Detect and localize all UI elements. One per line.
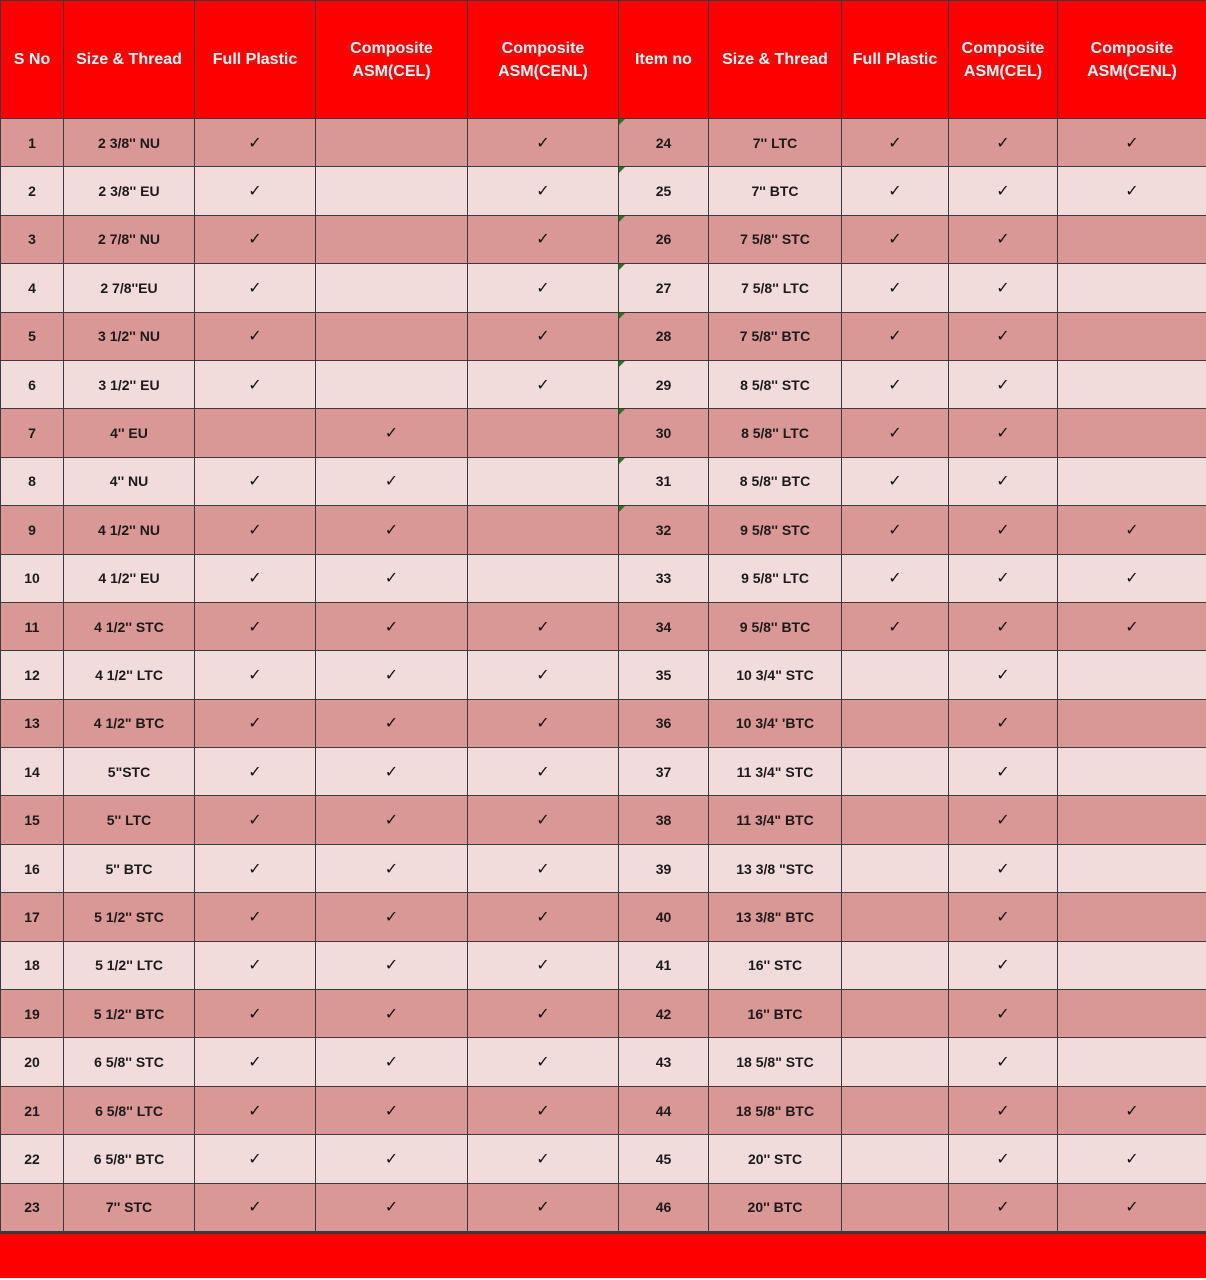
table-row — [1, 554, 1206, 602]
check-icon: ✓ — [1058, 167, 1206, 215]
item-number: 29 — [619, 360, 709, 408]
check-icon: ✓ — [195, 990, 316, 1038]
size-thread-cell: 3 1/2'' EU — [64, 360, 195, 408]
check-icon: ✓ — [195, 941, 316, 989]
size-thread-cell-2: 16'' STC — [709, 941, 842, 989]
table-row — [1, 506, 1206, 554]
check-icon: ✓ — [468, 748, 619, 796]
footer-bar — [0, 1232, 1206, 1278]
table-row — [1, 1135, 1206, 1183]
item-number: 33 — [619, 554, 709, 602]
item-number: 27 — [619, 264, 709, 312]
row-number: 3 — [1, 215, 64, 263]
check-icon: ✓ — [468, 312, 619, 360]
check-icon: ✓ — [1058, 1086, 1206, 1134]
check-icon: ✓ — [949, 119, 1058, 167]
size-thread-cell-2: 11 3/4" STC — [709, 748, 842, 796]
check-icon: ✓ — [195, 215, 316, 263]
check-icon: ✓ — [842, 264, 949, 312]
size-thread-cell-2: 11 3/4" BTC — [709, 796, 842, 844]
size-thread-cell: 5 1/2'' LTC — [64, 941, 195, 989]
composite-cenl-cell-2 — [1058, 264, 1206, 312]
size-thread-cell-2: 7'' BTC — [709, 167, 842, 215]
header-item-no: Item no — [619, 1, 709, 119]
composite-cel-cell — [316, 312, 468, 360]
size-thread-cell-2: 9 5/8'' BTC — [709, 602, 842, 650]
check-icon: ✓ — [195, 457, 316, 505]
row-number: 12 — [1, 651, 64, 699]
check-icon: ✓ — [949, 602, 1058, 650]
item-number: 43 — [619, 1038, 709, 1086]
check-icon: ✓ — [468, 1183, 619, 1231]
check-icon: ✓ — [195, 167, 316, 215]
size-thread-cell-2: 8 5/8'' BTC — [709, 457, 842, 505]
table-body — [1, 119, 1206, 1232]
item-number: 41 — [619, 941, 709, 989]
composite-cenl-cell-2 — [1058, 1038, 1206, 1086]
size-thread-cell: 5'' LTC — [64, 796, 195, 844]
header-composite-cenl-2: Composite ASM(CENL) — [1058, 1, 1206, 119]
check-icon: ✓ — [949, 554, 1058, 602]
size-thread-cell-2: 8 5/8'' LTC — [709, 409, 842, 457]
composite-cenl-cell-2 — [1058, 360, 1206, 408]
check-icon: ✓ — [468, 1038, 619, 1086]
size-thread-cell: 2 3/8'' EU — [64, 167, 195, 215]
check-icon: ✓ — [468, 264, 619, 312]
size-thread-cell-2: 10 3/4' 'BTC — [709, 699, 842, 747]
check-icon: ✓ — [1058, 1183, 1206, 1231]
row-number: 15 — [1, 796, 64, 844]
check-icon: ✓ — [949, 1038, 1058, 1086]
check-icon: ✓ — [195, 360, 316, 408]
check-icon: ✓ — [842, 602, 949, 650]
check-icon: ✓ — [316, 554, 468, 602]
size-thread-cell: 6 5/8'' STC — [64, 1038, 195, 1086]
full-plastic-cell-2 — [842, 1135, 949, 1183]
composite-cel-cell — [316, 264, 468, 312]
check-icon: ✓ — [195, 602, 316, 650]
row-number: 8 — [1, 457, 64, 505]
composite-cel-cell — [316, 119, 468, 167]
item-number: 30 — [619, 409, 709, 457]
row-number: 20 — [1, 1038, 64, 1086]
table-row — [1, 844, 1206, 892]
size-thread-cell-2: 7'' LTC — [709, 119, 842, 167]
check-icon: ✓ — [195, 312, 316, 360]
item-number: 28 — [619, 312, 709, 360]
check-icon: ✓ — [949, 651, 1058, 699]
size-thread-cell: 6 5/8'' LTC — [64, 1086, 195, 1134]
check-icon: ✓ — [316, 1135, 468, 1183]
check-icon: ✓ — [195, 1183, 316, 1231]
header-size-thread: Size & Thread — [64, 1, 195, 119]
check-icon: ✓ — [468, 699, 619, 747]
check-icon: ✓ — [316, 602, 468, 650]
full-plastic-cell-2 — [842, 1086, 949, 1134]
header-size-thread-2: Size & Thread — [709, 1, 842, 119]
item-number: 37 — [619, 748, 709, 796]
row-number: 6 — [1, 360, 64, 408]
check-icon: ✓ — [195, 1038, 316, 1086]
table-row — [1, 360, 1206, 408]
check-icon: ✓ — [842, 312, 949, 360]
check-icon: ✓ — [949, 264, 1058, 312]
check-icon: ✓ — [842, 409, 949, 457]
check-icon: ✓ — [316, 893, 468, 941]
item-number: 45 — [619, 1135, 709, 1183]
size-thread-cell: 5'' BTC — [64, 844, 195, 892]
check-icon: ✓ — [316, 990, 468, 1038]
size-thread-cell-2: 10 3/4" STC — [709, 651, 842, 699]
table-row — [1, 167, 1206, 215]
header-full-plastic: Full Plastic — [195, 1, 316, 119]
size-thread-cell-2: 16'' BTC — [709, 990, 842, 1038]
check-icon: ✓ — [842, 506, 949, 554]
check-icon: ✓ — [949, 360, 1058, 408]
table-row — [1, 651, 1206, 699]
composite-cenl-cell — [468, 554, 619, 602]
check-icon: ✓ — [316, 748, 468, 796]
composite-cenl-cell — [468, 506, 619, 554]
row-number: 10 — [1, 554, 64, 602]
check-icon: ✓ — [468, 796, 619, 844]
table-row — [1, 457, 1206, 505]
check-icon: ✓ — [468, 651, 619, 699]
size-thread-cell: 4 1/2'' NU — [64, 506, 195, 554]
check-icon: ✓ — [195, 264, 316, 312]
composite-cel-cell — [316, 360, 468, 408]
composite-cenl-cell-2 — [1058, 796, 1206, 844]
check-icon: ✓ — [195, 1135, 316, 1183]
table-row — [1, 893, 1206, 941]
size-thread-cell-2: 9 5/8'' LTC — [709, 554, 842, 602]
item-number: 42 — [619, 990, 709, 1038]
full-plastic-cell — [195, 409, 316, 457]
table-row — [1, 1038, 1206, 1086]
full-plastic-cell-2 — [842, 748, 949, 796]
size-thread-cell: 7'' STC — [64, 1183, 195, 1231]
size-thread-cell-2: 13 3/8" BTC — [709, 893, 842, 941]
check-icon: ✓ — [468, 893, 619, 941]
composite-cenl-cell-2 — [1058, 651, 1206, 699]
table-row — [1, 699, 1206, 747]
check-icon: ✓ — [195, 554, 316, 602]
size-thread-cell-2: 20'' BTC — [709, 1183, 842, 1231]
row-number: 22 — [1, 1135, 64, 1183]
table-row — [1, 748, 1206, 796]
composite-cel-cell — [316, 215, 468, 263]
size-thread-cell-2: 20'' STC — [709, 1135, 842, 1183]
size-thread-cell: 6 5/8'' BTC — [64, 1135, 195, 1183]
table-row — [1, 215, 1206, 263]
header-row — [1, 1, 1206, 119]
check-icon: ✓ — [468, 1135, 619, 1183]
size-thread-cell: 5 1/2'' BTC — [64, 990, 195, 1038]
size-thread-cell: 4 1/2'' STC — [64, 602, 195, 650]
size-thread-cell: 4'' NU — [64, 457, 195, 505]
size-thread-cell: 5 1/2'' STC — [64, 893, 195, 941]
composite-cenl-cell-2 — [1058, 409, 1206, 457]
size-thread-cell: 5"STC — [64, 748, 195, 796]
check-icon: ✓ — [949, 748, 1058, 796]
check-icon: ✓ — [316, 796, 468, 844]
check-icon: ✓ — [949, 312, 1058, 360]
item-number: 40 — [619, 893, 709, 941]
item-number: 32 — [619, 506, 709, 554]
check-icon: ✓ — [949, 1183, 1058, 1231]
table-row — [1, 409, 1206, 457]
check-icon: ✓ — [468, 990, 619, 1038]
full-plastic-cell-2 — [842, 651, 949, 699]
check-icon: ✓ — [195, 506, 316, 554]
item-number: 26 — [619, 215, 709, 263]
size-thread-cell-2: 7 5/8'' LTC — [709, 264, 842, 312]
header-full-plastic-2: Full Plastic — [842, 1, 949, 119]
check-icon: ✓ — [316, 1038, 468, 1086]
check-icon: ✓ — [316, 1183, 468, 1231]
row-number: 11 — [1, 602, 64, 650]
full-plastic-cell-2 — [842, 1183, 949, 1231]
row-number: 1 — [1, 119, 64, 167]
table-row — [1, 941, 1206, 989]
size-thread-cell-2: 8 5/8'' STC — [709, 360, 842, 408]
check-icon: ✓ — [468, 1086, 619, 1134]
check-icon: ✓ — [316, 506, 468, 554]
check-icon: ✓ — [468, 119, 619, 167]
composite-cel-cell — [316, 167, 468, 215]
row-number: 23 — [1, 1183, 64, 1231]
row-number: 13 — [1, 699, 64, 747]
check-icon: ✓ — [949, 893, 1058, 941]
size-thread-cell-2: 9 5/8'' STC — [709, 506, 842, 554]
check-icon: ✓ — [468, 844, 619, 892]
size-thread-cell: 4 1/2" BTC — [64, 699, 195, 747]
item-number: 25 — [619, 167, 709, 215]
check-icon: ✓ — [842, 554, 949, 602]
check-icon: ✓ — [316, 457, 468, 505]
table-row — [1, 1086, 1206, 1134]
composite-cenl-cell-2 — [1058, 699, 1206, 747]
check-icon: ✓ — [468, 602, 619, 650]
table-row — [1, 312, 1206, 360]
item-number: 39 — [619, 844, 709, 892]
check-icon: ✓ — [842, 119, 949, 167]
check-icon: ✓ — [195, 699, 316, 747]
check-icon: ✓ — [949, 1086, 1058, 1134]
check-icon: ✓ — [949, 215, 1058, 263]
check-icon: ✓ — [1058, 1135, 1206, 1183]
full-plastic-cell-2 — [842, 796, 949, 844]
composite-cenl-cell — [468, 457, 619, 505]
check-icon: ✓ — [949, 699, 1058, 747]
item-number: 38 — [619, 796, 709, 844]
check-icon: ✓ — [842, 215, 949, 263]
check-icon: ✓ — [468, 360, 619, 408]
check-icon: ✓ — [468, 167, 619, 215]
item-number: 31 — [619, 457, 709, 505]
item-number: 35 — [619, 651, 709, 699]
check-icon: ✓ — [316, 651, 468, 699]
table-row — [1, 796, 1206, 844]
check-icon: ✓ — [949, 941, 1058, 989]
item-number: 44 — [619, 1086, 709, 1134]
row-number: 9 — [1, 506, 64, 554]
row-number: 4 — [1, 264, 64, 312]
full-plastic-cell-2 — [842, 844, 949, 892]
table-row — [1, 602, 1206, 650]
check-icon: ✓ — [195, 1086, 316, 1134]
check-icon: ✓ — [949, 167, 1058, 215]
check-icon: ✓ — [195, 748, 316, 796]
check-icon: ✓ — [949, 1135, 1058, 1183]
size-thread-cell: 4 1/2'' EU — [64, 554, 195, 602]
full-plastic-cell-2 — [842, 1038, 949, 1086]
full-plastic-cell-2 — [842, 893, 949, 941]
size-thread-cell-2: 7 5/8'' STC — [709, 215, 842, 263]
check-icon: ✓ — [949, 990, 1058, 1038]
check-icon: ✓ — [1058, 602, 1206, 650]
check-icon: ✓ — [842, 167, 949, 215]
table-row — [1, 264, 1206, 312]
check-icon: ✓ — [195, 796, 316, 844]
row-number: 16 — [1, 844, 64, 892]
check-icon: ✓ — [468, 941, 619, 989]
composite-cenl-cell-2 — [1058, 748, 1206, 796]
check-icon: ✓ — [316, 844, 468, 892]
check-icon: ✓ — [949, 796, 1058, 844]
check-icon: ✓ — [195, 893, 316, 941]
row-number: 21 — [1, 1086, 64, 1134]
header-composite-cenl: Composite ASM(CENL) — [468, 1, 619, 119]
check-icon: ✓ — [1058, 554, 1206, 602]
header-composite-cel-2: Composite ASM(CEL) — [949, 1, 1058, 119]
item-number: 36 — [619, 699, 709, 747]
row-number: 17 — [1, 893, 64, 941]
size-thread-cell-2: 18 5/8" STC — [709, 1038, 842, 1086]
full-plastic-cell-2 — [842, 941, 949, 989]
check-icon: ✓ — [316, 699, 468, 747]
composite-cenl-cell-2 — [1058, 312, 1206, 360]
item-number: 46 — [619, 1183, 709, 1231]
item-number: 34 — [619, 602, 709, 650]
composite-cenl-cell-2 — [1058, 941, 1206, 989]
check-icon: ✓ — [316, 1086, 468, 1134]
composite-cenl-cell-2 — [1058, 215, 1206, 263]
check-icon: ✓ — [195, 844, 316, 892]
composite-cenl-cell-2 — [1058, 893, 1206, 941]
check-icon: ✓ — [195, 651, 316, 699]
size-thread-cell: 2 7/8''EU — [64, 264, 195, 312]
row-number: 2 — [1, 167, 64, 215]
size-thread-cell: 4'' EU — [64, 409, 195, 457]
check-icon: ✓ — [949, 409, 1058, 457]
check-icon: ✓ — [316, 409, 468, 457]
table-row — [1, 1183, 1206, 1231]
size-thread-cell: 2 7/8'' NU — [64, 215, 195, 263]
header-sno: S No — [1, 1, 64, 119]
table-row — [1, 119, 1206, 167]
check-icon: ✓ — [949, 506, 1058, 554]
composite-cenl-cell-2 — [1058, 990, 1206, 1038]
check-icon: ✓ — [949, 844, 1058, 892]
size-thread-cell-2: 18 5/8" BTC — [709, 1086, 842, 1134]
check-icon: ✓ — [1058, 119, 1206, 167]
composite-cenl-cell — [468, 409, 619, 457]
check-icon: ✓ — [195, 119, 316, 167]
check-icon: ✓ — [1058, 506, 1206, 554]
row-number: 18 — [1, 941, 64, 989]
check-icon: ✓ — [468, 215, 619, 263]
check-icon: ✓ — [842, 457, 949, 505]
size-thread-cell: 3 1/2'' NU — [64, 312, 195, 360]
full-plastic-cell-2 — [842, 990, 949, 1038]
size-thread-cell: 4 1/2'' LTC — [64, 651, 195, 699]
check-icon: ✓ — [949, 457, 1058, 505]
composite-cenl-cell-2 — [1058, 457, 1206, 505]
item-number: 24 — [619, 119, 709, 167]
composite-cenl-cell-2 — [1058, 844, 1206, 892]
check-icon: ✓ — [316, 941, 468, 989]
row-number: 7 — [1, 409, 64, 457]
header-composite-cel: Composite ASM(CEL) — [316, 1, 468, 119]
table-row — [1, 990, 1206, 1038]
row-number: 14 — [1, 748, 64, 796]
full-plastic-cell-2 — [842, 699, 949, 747]
size-thread-cell-2: 13 3/8 "STC — [709, 844, 842, 892]
check-icon: ✓ — [842, 360, 949, 408]
row-number: 5 — [1, 312, 64, 360]
size-thread-cell-2: 7 5/8'' BTC — [709, 312, 842, 360]
size-thread-cell: 2 3/8'' NU — [64, 119, 195, 167]
row-number: 19 — [1, 990, 64, 1038]
